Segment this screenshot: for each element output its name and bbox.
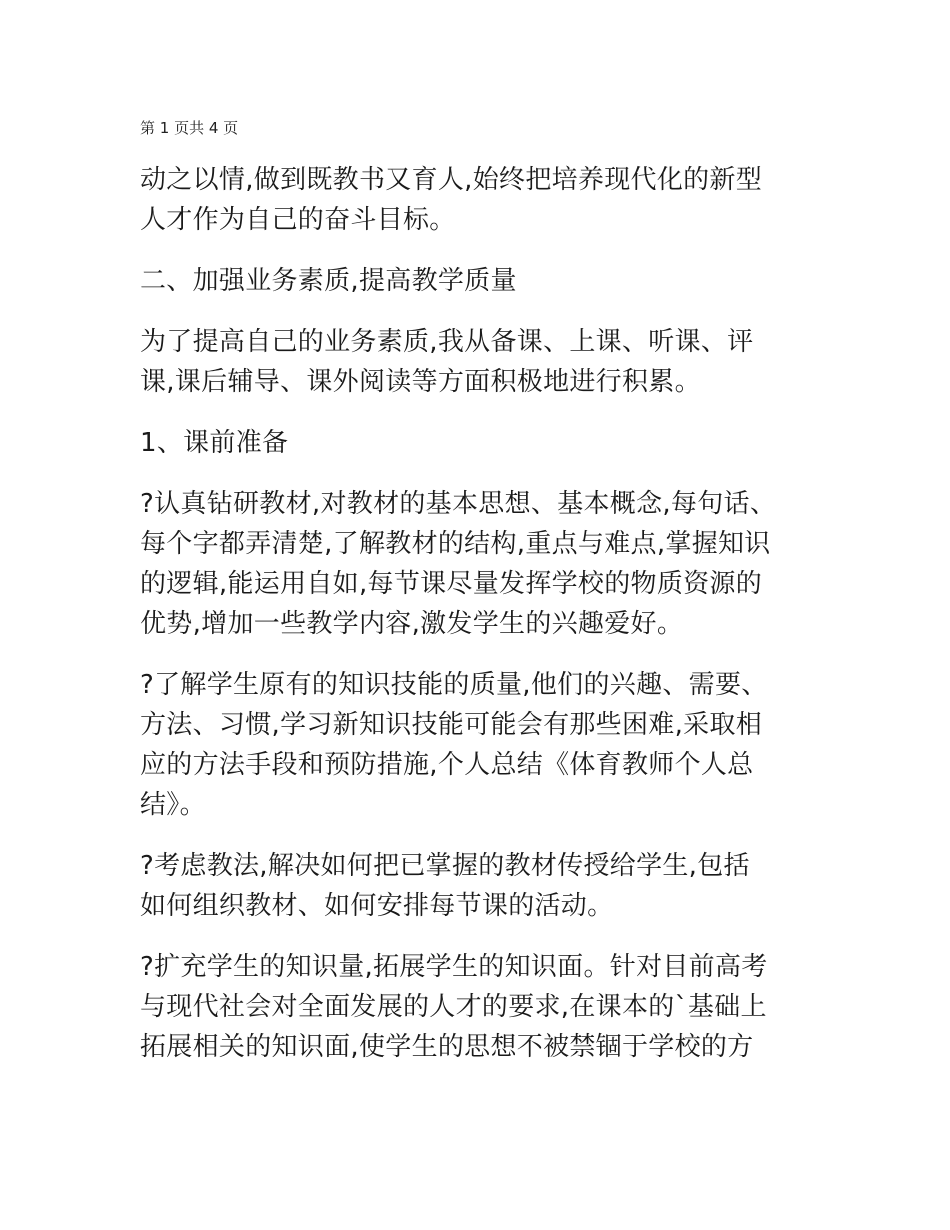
document-body	[140, 160, 820, 1088]
paragraph-study-textbook	[140, 484, 820, 644]
subsection-heading	[140, 423, 820, 463]
text-line: ?扩充学生的知识量,拓展学生的知识面。针对目前高考	[140, 952, 768, 982]
text-line: ?认真钻研教材,对教材的基本思想、基本概念,每句话、	[140, 489, 777, 519]
text-line: 的逻辑,能运用自如,每节课尽量发挥学校的物质资源的	[140, 569, 763, 599]
text-line: 拓展相关的知识面,使学生的思想不被禁锢于学校的方	[140, 1032, 754, 1062]
text-line: 动之以情,做到既教书又育人,始终把培养现代化的新型	[140, 165, 763, 195]
text-line: ?考虑教法,解决如何把已掌握的教材传授给学生,包括	[140, 851, 750, 881]
paragraph-business-quality	[140, 322, 820, 402]
text-line: 每个字都弄清楚,了解教材的结构,重点与难点,掌握知识	[140, 529, 771, 559]
text-line: 优势,增加一些教学内容,激发学生的兴趣爱好。	[140, 609, 684, 639]
text-line: ?了解学生原有的知识技能的质量,他们的兴趣、需要、	[140, 670, 768, 700]
text-line: 为了提高自己的业务素质,我从备课、上课、听课、评	[140, 327, 754, 357]
text-line: 人才作为自己的奋斗目标。	[140, 205, 456, 235]
text-line: 课,课后辅导、课外阅读等方面积极地进行积累。	[140, 367, 701, 397]
paragraph-teaching-methods	[140, 846, 820, 926]
text-line: 1、课前准备	[140, 428, 289, 458]
text-line: 如何组织教材、如何安排每节课的活动。	[140, 891, 614, 921]
text-line: 结》。	[140, 790, 206, 820]
text-line: 应的方法手段和预防措施,个人总结《体育教师个人总	[140, 750, 754, 780]
paragraph-expand-knowledge	[140, 947, 820, 1067]
text-line: 方法、习惯,学习新知识技能可能会有那些困难,采取相	[140, 710, 763, 740]
text-line: 与现代社会对全面发展的人才的要求,在课本的`基础上	[140, 992, 767, 1022]
page-number: 第 1 页共 4 页	[140, 119, 239, 137]
paragraph-understand-students	[140, 665, 820, 825]
section-heading	[140, 261, 820, 301]
paragraph-intro-continuation	[140, 160, 820, 240]
text-line: 二、加强业务素质,提高教学质量	[140, 266, 517, 296]
